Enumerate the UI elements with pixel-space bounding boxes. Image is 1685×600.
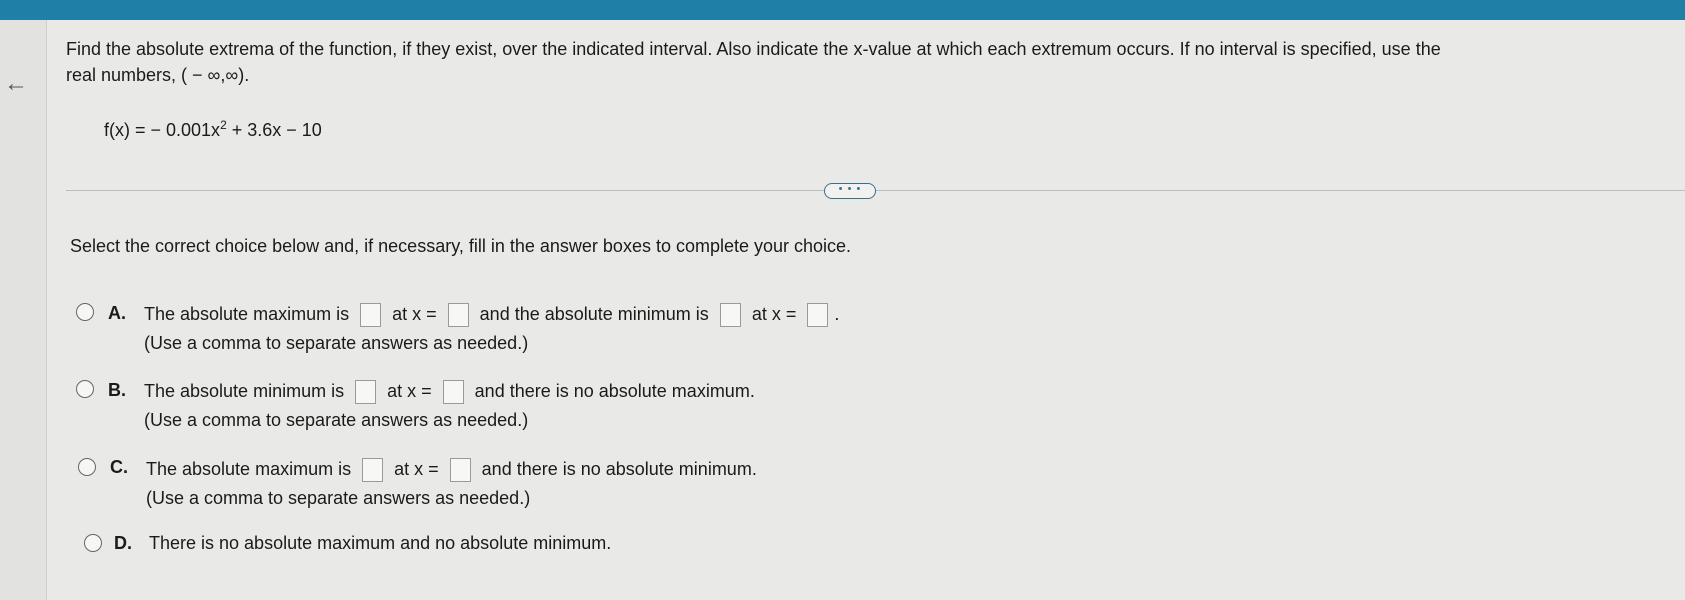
choice-c-text3: and there is no absolute minimum. [481,458,757,479]
choice-c-hint: (Use a comma to separate answers as needed.) [146,488,531,508]
choice-d-text: There is no absolute maximum and no absolute minimum. [149,533,612,553]
function-formula [104,118,322,141]
question-text-line1: Find the absolute extrema of the function, if they exist, over the indicated interval. Also indicate the x-value at which each extremum occurs. If no interval is specified, use the [66,39,1441,59]
radio-choice-d[interactable] [84,534,102,552]
answer-box-a-max-value[interactable] [360,303,381,327]
choice-c-letter: C. [110,457,128,477]
choice-a-text5: . [834,303,840,324]
top-bar [0,0,1685,20]
answer-box-c-max-x[interactable] [450,458,471,482]
radio-choice-c[interactable] [78,458,96,476]
choice-c-text2: at x = [394,458,439,479]
back-arrow-icon[interactable]: ← [4,70,28,97]
choice-c-text1: The absolute maximum is [146,458,352,479]
choice-a-text3: and the absolute minimum is [479,303,709,324]
radio-choice-a[interactable] [76,303,94,321]
choice-a-text2: at x = [392,303,437,324]
choice-b-hint: (Use a comma to separate answers as needed.) [144,410,529,430]
formula-exponent: 2 [220,118,227,132]
left-rail [0,20,47,600]
choice-a-text1: The absolute maximum is [144,303,350,324]
choice-b-text1: The absolute minimum is [144,380,345,401]
choice-a-text4: at x = [751,303,797,324]
answer-box-a-min-value[interactable] [720,303,741,327]
choice-d-letter: D. [114,533,132,553]
choice-b-text2: at x = [387,380,432,401]
answer-box-b-min-x[interactable] [443,380,464,404]
instruction-text: Select the correct choice below and, if necessary, fill in the answer boxes to complete your choice. [70,236,852,256]
more-button[interactable]: • • • [824,183,876,199]
question-prompt [66,36,1666,88]
answer-box-b-min-value[interactable] [355,380,376,404]
formula-post: + 3.6x − 10 [226,120,322,140]
choice-b-text3: and there is no absolute maximum. [474,380,755,401]
radio-choice-b[interactable] [76,380,94,398]
choice-a-hint: (Use a comma to separate answers as needed.) [144,333,529,353]
answer-box-c-max-value[interactable] [362,458,383,482]
choice-b-letter: B. [108,380,126,400]
question-text-line2: real numbers, ( − ∞,∞). [66,65,250,85]
choice-a-letter: A. [108,303,126,323]
answer-box-a-min-x[interactable] [807,303,828,327]
formula-pre: f(x) = − 0.001x [104,120,221,140]
answer-box-a-max-x[interactable] [448,303,469,327]
